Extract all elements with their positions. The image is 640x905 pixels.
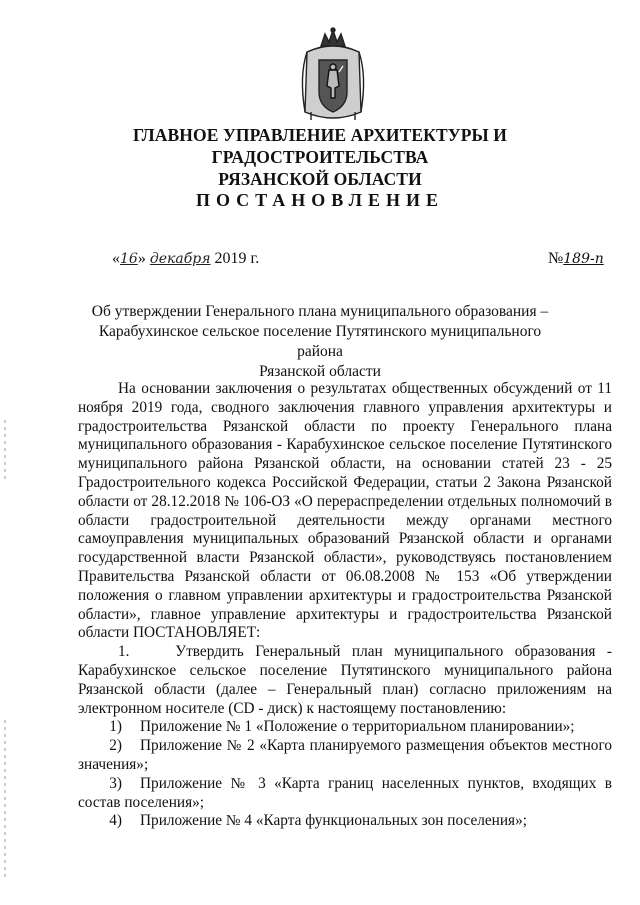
scan-edge-mark [4,420,6,480]
list-item-text: Приложение № 3 «Карта границ населенных пунктов, входящих в состав поселения»; [78,774,612,811]
subject-line2: Карабухинское сельское поселение Путятинского муниципального района [98,323,542,360]
list-item-text: Приложение № 1 «Положение о территориальном планировании»; [140,718,575,736]
list-item-number: 2) [109,737,122,755]
agency-title [60,124,580,190]
point-1-number: 1. [118,643,130,661]
date-open-quote: « [112,250,120,267]
document-body [78,380,612,831]
point-1-text: Утвердить Генеральный план муниципального образования - Карабухинское сельское поселение Путятинского муниципального района Рязанской области (далее – Генеральный план) согласно приложениям на электронном носителе (CD - диск) к настоящему постановлению: [78,643,612,717]
list-item-number: 4) [109,812,122,830]
number-prefix: № [548,250,564,267]
document-type-heading: ПОСТАНОВЛЕНИЕ [195,190,445,210]
document-subject [78,302,562,382]
document-number [548,250,604,268]
document-date [112,250,259,268]
agency-title-line1: ГЛАВНОЕ УПРАВЛЕНИЕ АРХИТЕКТУРЫ И ГРАДОСТРОИТЕЛЬСТВА [133,125,507,167]
preamble-paragraph: На основании заключения о результатах общественных обсуждений от 11 ноября 2019 года, сводного заключения главного управления архитектуры и градостроительства Рязанской области по проекту Генерального плана муниципального образования - Карабухинское сельское поселение Путятинского муниципального района Рязанской области, на основании статей 23 - 25 Градостроительного кодекса Российской Федерации, статьи 2 Закона Рязанской области от 28.12.2018 № 106-ОЗ «О перераспределении отдельных полномочий в области градостроительной деятельности между органами местного самоуправления муниципальных образований Рязанской области и органами государственной власти Рязанской области», руководствуясь постановлением Правительства Рязанской области от 06.08.2008 № 153 «Об утверждении положения о главном управлении архитектуры и градостроительства Рязанской области», главное управление архитектуры и градостроительства Рязанской области ПОСТАНОВЛЯЕТ: [78,380,612,642]
ryazan-coat-of-arms-icon [297,26,369,126]
point-1-paragraph [78,643,612,718]
subject-line3: Рязанской области [259,363,381,380]
subject-line1: Об утверждении Генерального плана муниципального образования – [91,303,549,320]
list-item [78,775,612,813]
list-item-number: 3) [109,774,122,792]
date-year: 2019 г. [214,250,260,267]
number-value-handwritten: 189-п [563,251,604,267]
list-item [78,737,612,775]
date-month-handwritten: декабря [149,251,211,267]
list-item [78,718,612,737]
agency-title-line2: РЯЗАНСКОЙ ОБЛАСТИ [218,169,422,189]
scan-edge-mark [4,720,6,880]
list-item [78,812,612,831]
date-day-handwritten: 16 [120,251,138,267]
date-close-quote: » [137,250,146,267]
list-item-number: 1) [109,718,122,736]
list-item-text: Приложение № 2 «Карта планируемого размещения объектов местного значения»; [78,737,612,773]
list-item-text: Приложение № 4 «Карта функциональных зон поселения»; [140,812,527,830]
